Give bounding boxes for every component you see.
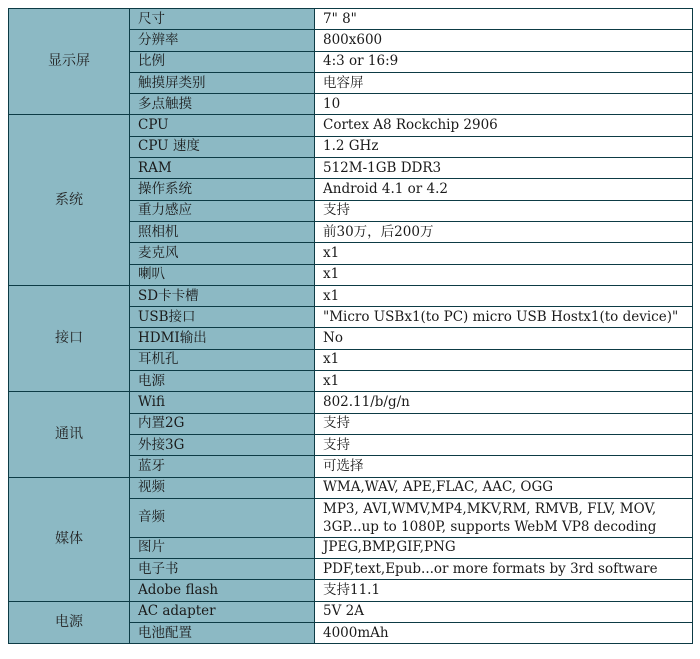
spec-value: 支持 xyxy=(315,434,693,455)
category-media: 媒体 xyxy=(9,477,130,601)
spec-value: x1 xyxy=(315,264,693,285)
spec-value: 7" 8" xyxy=(315,9,693,30)
category-ports: 接口 xyxy=(9,285,130,391)
spec-value: 5V 2A xyxy=(315,601,693,622)
table-row xyxy=(9,392,693,413)
spec-key: 电子书 xyxy=(130,559,315,580)
spec-key: SD卡卡槽 xyxy=(130,285,315,306)
spec-key: 蓝牙 xyxy=(130,456,315,477)
spec-value: 支持 xyxy=(315,200,693,221)
spec-value: 可选择 xyxy=(315,456,693,477)
spec-key: 麦克风 xyxy=(130,243,315,264)
spec-value: x1 xyxy=(315,243,693,264)
table-row xyxy=(9,285,693,306)
spec-key: 尺寸 xyxy=(130,9,315,30)
spec-value: x1 xyxy=(315,349,693,370)
spec-key: 比例 xyxy=(130,51,315,72)
table-row xyxy=(9,9,693,30)
spec-value: 512M-1GB DDR3 xyxy=(315,158,693,179)
spec-key: AC adapter xyxy=(130,601,315,622)
spec-key: 喇叭 xyxy=(130,264,315,285)
spec-value: 4000mAh xyxy=(315,623,693,644)
table-row xyxy=(9,477,693,498)
spec-key: 外接3G xyxy=(130,434,315,455)
spec-key: 多点触摸 xyxy=(130,94,315,115)
spec-value-line: 3GP...up to 1080P, supports WebM VP8 decoding xyxy=(323,518,657,535)
category-display: 显示屏 xyxy=(9,9,130,115)
spec-key: 耳机孔 xyxy=(130,349,315,370)
spec-value: 支持 xyxy=(315,413,693,434)
spec-key: CPU xyxy=(130,115,315,136)
spec-value-line: MP3, AVI,WMV,MP4,MKV,RM, RMVB, FLV, MOV, xyxy=(323,500,657,517)
spec-value: 10 xyxy=(315,94,693,115)
spec-key: 重力感应 xyxy=(130,200,315,221)
spec-value: WMA,WAV, APE,FLAC, AAC, OGG xyxy=(315,477,693,498)
spec-value: 电容屏 xyxy=(315,72,693,93)
category-power: 电源 xyxy=(9,601,130,644)
spec-value: JPEG,BMP,GIF,PNG xyxy=(315,537,693,558)
spec-key: 电源 xyxy=(130,371,315,392)
spec-key: 音频 xyxy=(130,498,315,537)
spec-key: 视频 xyxy=(130,477,315,498)
category-system: 系统 xyxy=(9,115,130,285)
spec-table xyxy=(8,8,693,644)
spec-value: 800x600 xyxy=(315,30,693,51)
spec-key: 分辨率 xyxy=(130,30,315,51)
spec-key: USB接口 xyxy=(130,307,315,328)
spec-value: "Micro USBx1(to PC) micro USB Hostx1(to device)" xyxy=(315,307,693,328)
spec-key: Wifi xyxy=(130,392,315,413)
spec-value: 4:3 or 16:9 xyxy=(315,51,693,72)
spec-key: Adobe flash xyxy=(130,580,315,601)
spec-key: 触摸屏类别 xyxy=(130,72,315,93)
spec-value-multiline xyxy=(315,498,693,537)
spec-value: No xyxy=(315,328,693,349)
spec-value: 802.11/b/g/n xyxy=(315,392,693,413)
spec-key: 内置2G xyxy=(130,413,315,434)
spec-value: Android 4.1 or 4.2 xyxy=(315,179,693,200)
category-communication: 通讯 xyxy=(9,392,130,477)
spec-key: 照相机 xyxy=(130,221,315,242)
spec-value: x1 xyxy=(315,371,693,392)
spec-key: CPU 速度 xyxy=(130,136,315,157)
spec-value: PDF,text,Epub...or more formats by 3rd software xyxy=(315,559,693,580)
table-row xyxy=(9,601,693,622)
spec-value: 前30万，后200万 xyxy=(315,221,693,242)
spec-sheet xyxy=(8,8,692,644)
spec-value: Cortex A8 Rockchip 2906 xyxy=(315,115,693,136)
spec-key: 电池配置 xyxy=(130,623,315,644)
spec-value: 1.2 GHz xyxy=(315,136,693,157)
spec-key: 图片 xyxy=(130,537,315,558)
spec-key: RAM xyxy=(130,158,315,179)
table-row xyxy=(9,115,693,136)
spec-key: 操作系统 xyxy=(130,179,315,200)
spec-key: HDMI输出 xyxy=(130,328,315,349)
spec-value: 支持11.1 xyxy=(315,580,693,601)
spec-value: x1 xyxy=(315,285,693,306)
